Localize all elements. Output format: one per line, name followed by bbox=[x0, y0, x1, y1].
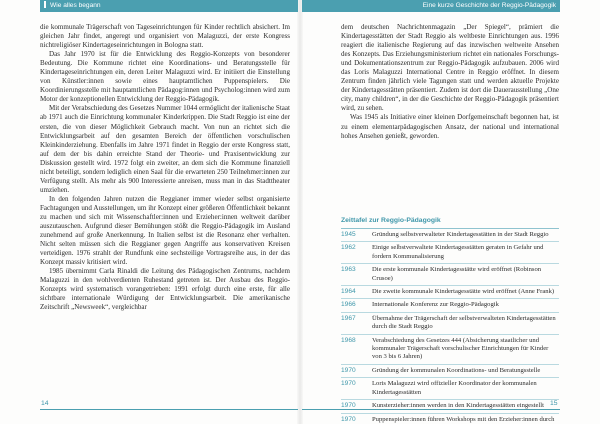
paragraph: Mit der Verabschiedung des Gesetzes Nummer 1044 ermöglicht der italienische Staat ab 1971 auch die Einrichtung kommunaler Kinderkrippen. Die Stadt Reggio ist eine der ersten, die von dieser Möglichkeit Gebrauch macht. Von nun an richtet sich die Entwicklungsarbeit auf den gesamten Bereich der öffentlichen vorschulischen Kleinkinderziehung. Ebenfalls im Jahre 1971 findet in Reggio der erste Kongress statt, auf dem der bis dahin erreichte Stand der Theorie- und Praxisentwicklung zur Diskussion gestellt wird. 1972 folgt ein zweiter, an dem sich die Kommune finanziell nicht beteiligt, sondern lediglich einen Saal für die erwarteten 250 Teilnehmer:innen zur Verfügung stellt. Als mehr als 900 Interessierte anreisen, muss man in das Stadttheater umziehen. bbox=[40, 104, 290, 194]
running-head-marker bbox=[44, 1, 46, 8]
left-running-head-text: Wie alles begann bbox=[50, 2, 101, 9]
chronology-text: Einige selbstverwaltete Kindertagesstätten geraten in Gefahr und fordern Kommunalisierung bbox=[372, 244, 544, 260]
paragraph: 1985 übernimmt Carla Rinaldi die Leitung des Pädagogischen Zentrums, nachdem Malaguzzi in den wohlverdienten Ruhestand getreten ist. Der Ausbau des Reggio-Konzepts wird systematisch vorangetrieben: 1991 erfolgt durch eine erste, für alle sichtbare internationale Würdigung der Entwicklungsarbeit. Die amerikanische Zeitschrift „Newsweek“, vergleichbar bbox=[40, 267, 290, 312]
paragraph: In den folgenden Jahren nutzen die Reggianer immer wieder selbst organisierte Fachtagungen und Ausstellungen, um ihr Konzept einer größeren Öffentlichkeit bekannt zu machen und sich mit Wissenschaftler:innen und Erzieher:innen weltweit darüber auszutauschen. Aufgrund dieser Bemühungen stößt die Reggio-Pädagogik im Ausland zunehmend auf große Anerkennung. In Italien selbst ist die Resonanz eher verhalten. Nicht selten müssen sich die Reggianer gegen Angriffe aus konservativen Kreisen verteidigen. 1976 strahlt der Rundfunk eine sechsteilige Vortragsreihe aus, in der das Konzept massiv kritisiert wird. bbox=[40, 194, 290, 267]
chronology-text: Übernahme der Trägerschaft der selbstverwalteten Kindertagesstätten durch die Stadt Reggio bbox=[372, 314, 556, 331]
left-page-footer-rule bbox=[40, 409, 298, 410]
chronology-year: 1945 bbox=[341, 231, 356, 238]
right-running-head-text: Eine kurze Geschichte der Reggio-Pädagogik bbox=[422, 2, 556, 9]
chronology-year: 1967 bbox=[341, 314, 356, 322]
chronology-row bbox=[341, 413, 559, 424]
chronology-text: Gründung der kommunalen Koordinations- und Beratungsstelle bbox=[372, 366, 541, 374]
right-running-head bbox=[302, 0, 560, 12]
left-body-text bbox=[40, 23, 290, 313]
chronology-year: 1966 bbox=[341, 301, 356, 309]
chronology-row bbox=[341, 334, 559, 364]
right-body-text bbox=[341, 23, 559, 141]
chronology-year: 1970 bbox=[341, 402, 356, 410]
paragraph: die kommunale Trägerschaft von Tageseinrichtungen für Kinder rechtlich absichert. Im gleichen Jahr findet, angeregt und organisiert von Malaguzzi, der erste Kongress nichtreligiöser Kindertageseinrichtungen in Bologna statt. bbox=[40, 23, 290, 50]
chronology-year: 1963 bbox=[341, 266, 356, 274]
chronology-text: Die zweite kommunale Kindertagesstätte wird eröffnet (Anne Frank) bbox=[372, 288, 555, 296]
chronology-text: Die erste kommunale Kindertagesstätte wird eröffnet (Robinson Crusoe) bbox=[372, 266, 542, 282]
chronology-year: 1962 bbox=[341, 244, 356, 252]
chronology-row bbox=[341, 298, 559, 311]
chronology-row bbox=[341, 228, 559, 241]
chronology-year: 1970 bbox=[341, 366, 356, 374]
chronology-row bbox=[341, 263, 559, 285]
right-page-footer-rule bbox=[302, 409, 560, 410]
chronology-text: Verabschiedung des Gesetzes 444 (Absicherung staatlicher und kommunaler Trägerschaft vorschulischer Einrichtungen für Kinder von 3 bis 6 Jahren) bbox=[372, 336, 549, 361]
chronology-year: 1970 bbox=[341, 415, 356, 423]
right-page-number: 15 bbox=[550, 400, 558, 407]
right-page bbox=[302, 0, 600, 424]
chronology-row bbox=[341, 399, 559, 412]
chronology-year: 1968 bbox=[341, 336, 356, 344]
chronology-text: Kunsterzieher:innen werden in den Kindertagesstätten eingestellt bbox=[372, 402, 544, 410]
chronology-year: 1964 bbox=[341, 288, 356, 296]
chronology-text: Gründung selbstverwalteter Kindertagesstätten in der Stadt Reggio bbox=[372, 231, 549, 238]
chronology-row bbox=[341, 312, 559, 334]
chronology-table bbox=[341, 228, 559, 424]
chronology-heading: Zeittafel zur Reggio-Pädagogik bbox=[341, 217, 441, 224]
left-page bbox=[0, 0, 298, 424]
chronology-row bbox=[341, 285, 559, 298]
left-page-number: 14 bbox=[41, 400, 49, 407]
chronology-text: Loris Malaguzzi wird offizieller Koordinator der kommunalen Kindertagesstätten bbox=[372, 380, 537, 396]
paragraph: Was 1945 als Initiative einer kleinen Dorfgemeinschaft begonnen hat, ist zu einem elementarpädagogischen Ansatz, der national und international hohes Ansehen genießt, geworden. bbox=[341, 113, 559, 140]
paragraph: dem deutschen Nachrichtenmagazin „Der Spiegel“, prämiert die Kindertagesstätten der Stadt Reggio als weltbeste Einrichtungen aus. 1996 reagiert die italienische Regierung auf das inzwischen weltweite Ansehen des Konzepts. Das Erziehungsministerium richtet ein nationales Forschungs- und Dokumentationszentrum zur Reggio-Pädagogik aufzubauen. 2006 wird das Loris Malaguzzi International Centre in Reggio eröffnet. In diesem Zentrum finden jährlich viele Tagungen statt und werden aktuelle Projekte der Kindertagesstätten präsentiert. Zudem ist dort die Dauerausstellung „One city, many children“, in der die Geschichte der Reggio-Pädagogik präsentiert wird, zu sehen. bbox=[341, 23, 559, 113]
chronology-year: 1970 bbox=[341, 380, 356, 388]
chronology-row bbox=[341, 364, 559, 377]
chronology-row bbox=[341, 377, 559, 399]
left-running-head bbox=[40, 0, 298, 12]
chronology-text: Puppenspieler:innen führen Workshops mit den Erzieher:innen durch bbox=[372, 415, 555, 423]
paragraph: Das Jahr 1970 ist für die Entwicklung des Reggio-Konzepts von besonderer Bedeutung. Die Kommune richtet eine Koordinations- und Beratungsstelle für Kindertageseinrichtungen ein, deren Leiter Malaguzzi wird. Er initiiert die Einstellung von Künstler:innen sowie eines hauptamtlichen Puppenspielers. Die Koordinierungsstelle mit hauptamtlichen Pädagog:innen und Psycholog:innen wird zum Motor der konzeptionellen Entwicklung der Reggio-Pädagogik. bbox=[40, 50, 290, 104]
chronology-row bbox=[341, 241, 559, 263]
chronology-text: Internationale Konferenz zur Reggio-Pädagogik bbox=[372, 301, 499, 309]
